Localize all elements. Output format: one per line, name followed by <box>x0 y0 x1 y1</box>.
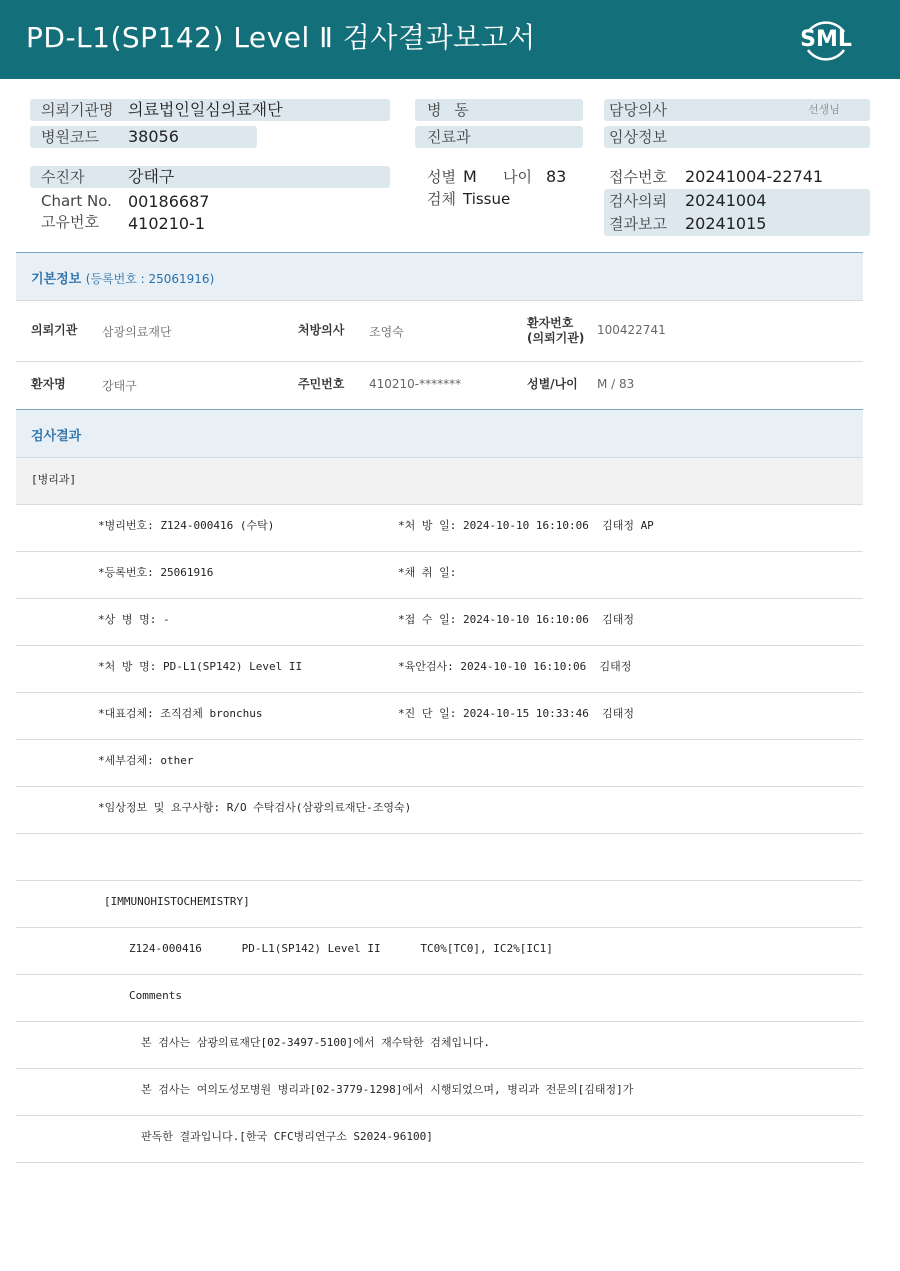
comment-line: 본 검사는 여의도성모병원 병리과[02-3779-1298]에서 시행되었으며, 병리과 전문의[김태정]가 <box>141 1083 634 1096</box>
result-row-right: *채 취 일: <box>398 566 457 579</box>
registration-number: (등록번호 : 25061916) <box>85 272 215 286</box>
result-row-left: *등록번호: 25061916 <box>98 566 214 579</box>
age-label: 나이 <box>503 168 532 186</box>
divider <box>16 974 863 975</box>
divider <box>16 504 863 505</box>
rrn-value: 410210-******* <box>369 377 462 391</box>
sex-value: M <box>463 167 477 186</box>
sml-logo-icon <box>796 12 856 68</box>
divider <box>16 300 863 301</box>
name-value: 강태구 <box>102 379 137 393</box>
ihc-result-line: Z124-000416 PD-L1(SP142) Level II TC0%[TC0], IC2%[IC1] <box>129 942 553 955</box>
result-row-left: *대표검체: 조직검체 bronchus <box>98 707 263 720</box>
ward-label: 병 동 <box>427 101 473 119</box>
receipt-value: 20241004-22741 <box>685 167 824 186</box>
clinical-label: 임상정보 <box>609 128 667 146</box>
divider <box>16 833 863 834</box>
patient-number-label-line2: (의뢰기관) <box>527 331 585 345</box>
prescriber-value: 조영숙 <box>369 325 404 339</box>
divider <box>16 361 863 362</box>
result-row-left: *상 병 명: - <box>98 613 170 626</box>
divider <box>16 692 863 693</box>
divider <box>16 739 863 740</box>
unique-label: 고유번호 <box>41 213 99 231</box>
rrn-label: 주민번호 <box>298 377 345 391</box>
doctor-label: 담당의사 <box>609 101 667 119</box>
divider <box>16 1162 863 1163</box>
referring-value: 의료법인일심의료재단 <box>128 100 283 119</box>
report-label: 결과보고 <box>609 215 667 233</box>
name-label: 환자명 <box>31 377 66 391</box>
comment-line: 본 검사는 삼광의료재단[02-3497-5100]에서 재수탁한 검체입니다. <box>141 1036 490 1049</box>
doctor-suffix: 선생님 <box>808 103 840 116</box>
report-title: PD-L1(SP142) Level Ⅱ 검사결과보고서 <box>26 21 536 54</box>
result-header <box>16 410 863 457</box>
divider <box>16 1021 863 1022</box>
patient-number-label <box>527 316 584 346</box>
patient-number-value: 100422741 <box>597 323 666 337</box>
dept-text: [병리과] <box>31 473 77 486</box>
patient-value: 강태구 <box>128 167 175 186</box>
report-value: 20241015 <box>685 214 767 233</box>
result-row-right: *접 수 일: 2024-10-10 16:10:06 김태정 <box>398 613 634 626</box>
comments-label: Comments <box>129 989 182 1002</box>
divider <box>16 1068 863 1069</box>
sex-age-label: 성별/나이 <box>527 377 578 391</box>
hospital-code-label: 병원코드 <box>41 128 99 146</box>
divider <box>16 1115 863 1116</box>
result-title: 검사결과 <box>31 429 82 444</box>
comment-line: 판독한 결과입니다.[한국 CFC병리연구소 S2024-96100] <box>141 1130 433 1143</box>
ihc-header: [IMMUNOHISTOCHEMISTRY] <box>104 895 250 908</box>
divider <box>16 927 863 928</box>
request-value: 20241004 <box>685 191 767 210</box>
divider <box>16 598 863 599</box>
chart-value: 00186687 <box>128 192 210 211</box>
chart-label: Chart No. <box>41 192 112 210</box>
inst-value: 삼광의료재단 <box>102 325 172 339</box>
inst-label: 의뢰기관 <box>31 323 78 337</box>
result-row-right: *처 방 일: 2024-10-10 16:10:06 김태정 AP <box>398 519 654 532</box>
specimen-label: 검체 <box>427 190 456 208</box>
result-row-right: *육안검사: 2024-10-10 16:10:06 김태정 <box>398 660 632 673</box>
unique-value: 410210-1 <box>128 214 206 233</box>
divider <box>16 786 863 787</box>
result-row-left: *처 방 명: PD-L1(SP142) Level II <box>98 660 303 673</box>
patient-label: 수진자 <box>41 168 85 186</box>
specimen-value: Tissue <box>463 190 511 208</box>
prescriber-label: 처방의사 <box>298 323 345 337</box>
result-row-left: *병리번호: Z124-000416 (수탁) <box>98 519 275 532</box>
sex-age-value: M / 83 <box>597 377 635 391</box>
divider <box>16 880 863 881</box>
sex-label: 성별 <box>427 168 456 186</box>
basic-info-title-text: 기본정보 <box>31 272 82 287</box>
divider <box>16 645 863 646</box>
divider <box>16 551 863 552</box>
dept-label: 진료과 <box>427 128 471 146</box>
hospital-code-value: 38056 <box>128 127 179 146</box>
request-label: 검사의뢰 <box>609 192 667 210</box>
referring-label: 의뢰기관명 <box>41 101 114 119</box>
result-row-left: *임상정보 및 요구사항: R/O 수탁검사(삼광의료재단-조영숙) <box>98 801 412 814</box>
report-header <box>0 0 900 79</box>
age-value: 83 <box>546 167 567 186</box>
logo-text: SML <box>800 27 852 52</box>
basic-info-title <box>31 268 214 287</box>
receipt-label: 접수번호 <box>609 168 667 186</box>
patient-number-label-line1: 환자번호 <box>527 316 574 330</box>
result-row-right: *진 단 일: 2024-10-15 10:33:46 김태정 <box>398 707 634 720</box>
result-row-left: *세부검체: other <box>98 754 194 767</box>
dept-row <box>16 458 863 504</box>
